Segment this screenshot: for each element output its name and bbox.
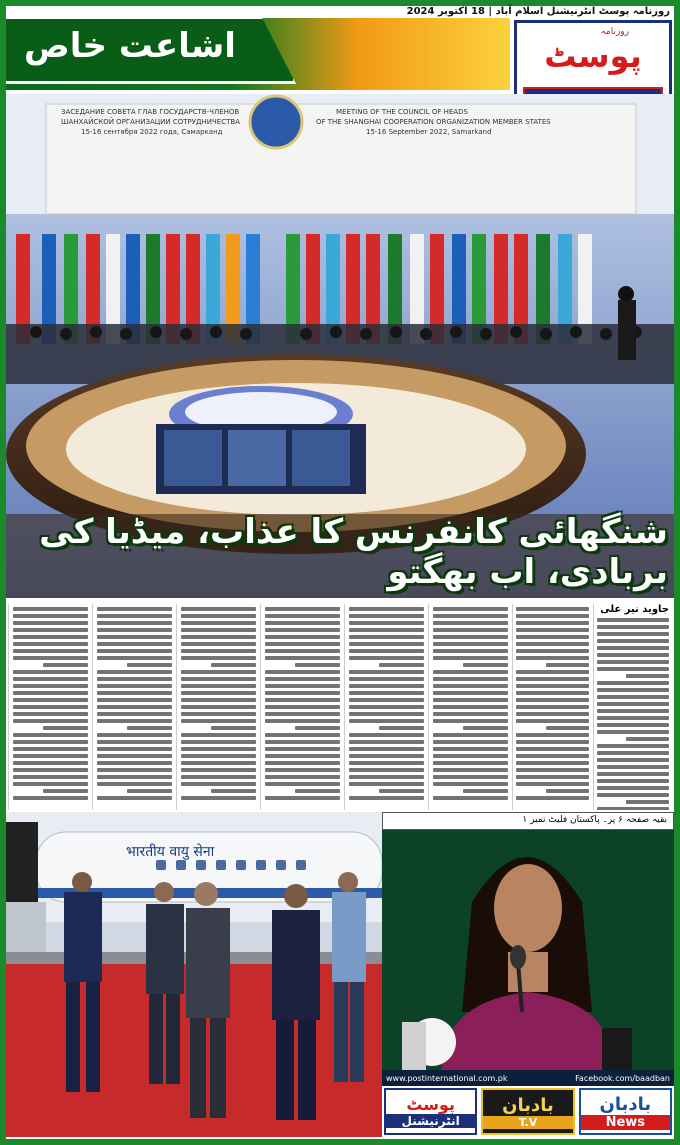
text-line: [433, 691, 508, 695]
text-line: [516, 691, 589, 695]
text-line: [265, 705, 340, 709]
text-line: [516, 677, 589, 681]
text-line: [13, 642, 88, 646]
arrival-photo: [6, 812, 382, 1137]
logo-name: پوسٹ: [544, 37, 642, 75]
website-link[interactable]: www.postinternational.com.pk: [386, 1073, 508, 1083]
banner-ru-line2: ШАНХАЙСКОЙ ОРГАНИЗАЦИИ СОТРУДНИЧЕСТВА: [61, 118, 240, 126]
banner-en-line1: MEETING OF THE COUNCIL OF HEADS: [336, 108, 468, 116]
text-line: [181, 782, 256, 786]
text-line: [349, 733, 424, 737]
text-line: [597, 807, 669, 810]
text-line: [13, 684, 88, 688]
text-line: [433, 733, 508, 737]
text-line: [97, 754, 172, 758]
text-line: [349, 698, 424, 702]
text-line: [181, 747, 256, 751]
text-line: [516, 712, 589, 716]
text-line: [349, 621, 424, 625]
text-line: [433, 775, 508, 779]
text-line: [349, 607, 424, 611]
text-line: [265, 628, 340, 632]
logo-daily-label: روزنامہ: [600, 27, 629, 37]
text-line: [181, 761, 256, 765]
article-column: [260, 604, 343, 810]
text-line: [516, 614, 589, 618]
text-line: [97, 705, 172, 709]
text-line: [265, 642, 340, 646]
text-line: [349, 684, 424, 688]
text-line: [516, 684, 589, 688]
article-column: [512, 604, 592, 810]
text-line: [516, 698, 589, 702]
text-line: [597, 751, 669, 755]
text-line: [433, 761, 508, 765]
text-line: [97, 733, 172, 737]
text-line: [626, 800, 669, 804]
text-line: [181, 628, 256, 632]
banner-en-date: 15-16 September 2022, Samarkand: [366, 128, 492, 136]
text-line: [516, 796, 589, 800]
text-line: [97, 775, 172, 779]
text-line: [433, 642, 508, 646]
text-line: [349, 775, 424, 779]
text-line: [349, 614, 424, 618]
text-line: [13, 761, 88, 765]
text-line: [181, 719, 256, 723]
text-line: [546, 726, 589, 730]
text-line: [433, 698, 508, 702]
text-line: [463, 789, 508, 793]
text-line: [181, 642, 256, 646]
text-line: [211, 789, 256, 793]
text-line: [13, 614, 88, 618]
banner-ru-date: 15-16 сентября 2022 года, Самарканд: [81, 128, 223, 136]
article-column-first: [593, 604, 672, 810]
text-line: [97, 740, 172, 744]
text-line: [546, 789, 589, 793]
text-line: [516, 719, 589, 723]
text-line: [97, 768, 172, 772]
text-line: [349, 761, 424, 765]
text-line: [349, 628, 424, 632]
text-line: [43, 726, 88, 730]
text-line: [181, 768, 256, 772]
text-line: [13, 796, 88, 800]
footer-logo2-name: بادبان: [502, 1094, 554, 1116]
text-line: [97, 628, 172, 632]
text-line: [181, 796, 256, 800]
text-line: [516, 635, 589, 639]
contact-strip: [382, 1070, 674, 1086]
text-line: [97, 698, 172, 702]
text-line: [433, 712, 508, 716]
article-column: [428, 604, 511, 810]
text-line: [516, 733, 589, 737]
text-line: [97, 796, 172, 800]
text-line: [597, 779, 669, 783]
text-line: [13, 607, 88, 611]
text-line: [43, 663, 88, 667]
text-line: [13, 775, 88, 779]
text-line: [97, 670, 172, 674]
text-line: [597, 758, 669, 762]
text-line: [433, 677, 508, 681]
text-line: [211, 726, 256, 730]
text-line: [265, 691, 340, 695]
text-line: [13, 621, 88, 625]
plane-lettering: भारतीय वायु सेना: [126, 844, 215, 860]
text-line: [463, 726, 508, 730]
text-line: [295, 663, 340, 667]
text-line: [433, 768, 508, 772]
text-line: [433, 754, 508, 758]
text-line: [97, 712, 172, 716]
text-line: [433, 656, 508, 660]
text-line: [597, 723, 669, 727]
text-line: [265, 782, 340, 786]
text-line: [516, 782, 589, 786]
text-line: [265, 796, 340, 800]
article-column: [344, 604, 427, 810]
text-line: [13, 656, 88, 660]
text-line: [597, 730, 669, 734]
text-line: [181, 705, 256, 709]
text-line: [597, 765, 669, 769]
text-line: [97, 782, 172, 786]
text-line: [13, 705, 88, 709]
text-line: [433, 614, 508, 618]
text-line: [516, 747, 589, 751]
text-line: [43, 789, 88, 793]
dateline: روزنامہ پوسٹ انٹرنیشنل اسلام آباد | 18 اکتوبر 2024: [6, 6, 674, 18]
text-line: [97, 649, 172, 653]
text-line: [295, 789, 340, 793]
text-line: [516, 621, 589, 625]
text-line: [433, 740, 508, 744]
text-line: [433, 747, 508, 751]
text-line: [626, 674, 669, 678]
footer-logo3-name: بادبان: [599, 1093, 652, 1115]
text-line: [349, 754, 424, 758]
text-line: [597, 646, 669, 650]
text-line: [349, 712, 424, 716]
photo-caption: بقیہ صفحہ ۶ پر۔ پاکستان فلیٹ نمبر ۱: [382, 812, 674, 830]
text-line: [349, 670, 424, 674]
text-line: [181, 656, 256, 660]
text-line: [13, 740, 88, 744]
text-line: [597, 716, 669, 720]
text-line: [516, 740, 589, 744]
text-line: [13, 635, 88, 639]
text-line: [181, 614, 256, 618]
text-line: [597, 639, 669, 643]
text-line: [265, 775, 340, 779]
footer-logo2-sub: T.V: [483, 1116, 572, 1129]
text-line: [13, 719, 88, 723]
text-line: [13, 649, 88, 653]
text-line: [97, 621, 172, 625]
text-line: [181, 684, 256, 688]
text-line: [433, 705, 508, 709]
text-line: [265, 754, 340, 758]
baadban-tv-logo: [481, 1088, 574, 1135]
article-columns: [8, 604, 672, 812]
text-line: [597, 653, 669, 657]
text-line: [433, 628, 508, 632]
text-line: [265, 607, 340, 611]
text-line: [379, 663, 424, 667]
text-line: [463, 663, 508, 667]
text-line: [265, 684, 340, 688]
text-line: [349, 705, 424, 709]
post-international-footer-logo: [384, 1088, 477, 1135]
text-line: [516, 705, 589, 709]
text-line: [265, 614, 340, 618]
text-line: [265, 747, 340, 751]
text-line: [265, 621, 340, 625]
text-line: [265, 768, 340, 772]
text-line: [13, 628, 88, 632]
text-line: [349, 740, 424, 744]
text-line: [433, 649, 508, 653]
text-line: [433, 782, 508, 786]
article-column: [176, 604, 259, 810]
footer-logo3-sub: News: [581, 1115, 670, 1130]
text-line: [516, 642, 589, 646]
text-line: [13, 677, 88, 681]
text-line: [13, 747, 88, 751]
main-headline: شنگھائی کانفرنس کا عذاب، میڈیا کی بربادی، اب بھگتو: [39, 512, 668, 592]
text-line: [13, 754, 88, 758]
text-line: [433, 796, 508, 800]
text-line: [181, 712, 256, 716]
text-line: [597, 618, 669, 622]
text-line: [349, 656, 424, 660]
text-line: [265, 677, 340, 681]
text-line: [597, 625, 669, 629]
text-line: [433, 670, 508, 674]
text-line: [13, 768, 88, 772]
text-line: [597, 709, 669, 713]
text-line: [181, 775, 256, 779]
facebook-link[interactable]: Facebook.com/baadban: [575, 1073, 670, 1083]
text-line: [433, 621, 508, 625]
text-line: [97, 677, 172, 681]
special-edition-title: اشاعت خاص: [24, 26, 236, 66]
text-line: [433, 684, 508, 688]
text-line: [181, 691, 256, 695]
text-line: [97, 684, 172, 688]
text-line: [295, 726, 340, 730]
text-line: [433, 607, 508, 611]
text-line: [13, 698, 88, 702]
text-line: [97, 642, 172, 646]
article-column: [92, 604, 175, 810]
banner-ru-line1: ЗАСЕДАНИЕ СОВЕТА ГЛАВ ГОСУДАРСТВ-ЧЛЕНОВ: [61, 108, 240, 116]
footer-logos: [382, 1086, 674, 1137]
text-line: [349, 635, 424, 639]
text-line: [181, 649, 256, 653]
text-line: [181, 670, 256, 674]
text-line: [181, 698, 256, 702]
footer-logo1-sub: انٹرنیشنل: [386, 1114, 475, 1128]
text-line: [349, 796, 424, 800]
text-line: [13, 782, 88, 786]
text-line: [379, 726, 424, 730]
text-line: [181, 621, 256, 625]
text-line: [265, 670, 340, 674]
text-line: [597, 688, 669, 692]
text-line: [349, 719, 424, 723]
text-line: [597, 786, 669, 790]
text-line: [13, 670, 88, 674]
text-line: [97, 656, 172, 660]
text-line: [181, 733, 256, 737]
text-line: [13, 712, 88, 716]
text-line: [97, 635, 172, 639]
text-line: [516, 607, 589, 611]
text-line: [127, 663, 172, 667]
arrival-illustration: [6, 812, 382, 1137]
text-line: [97, 691, 172, 695]
text-line: [597, 744, 669, 748]
text-line: [349, 782, 424, 786]
text-line: [516, 628, 589, 632]
text-line: [516, 761, 589, 765]
text-line: [97, 719, 172, 723]
baadban-news-logo: [579, 1088, 672, 1135]
text-line: [597, 660, 669, 664]
text-line: [211, 663, 256, 667]
text-line: [597, 702, 669, 706]
text-line: [265, 656, 340, 660]
text-line: [127, 726, 172, 730]
text-line: [626, 737, 669, 741]
text-line: [181, 677, 256, 681]
text-line: [265, 698, 340, 702]
text-line: [546, 663, 589, 667]
banner-en-line2: OF THE SHANGHAI COOPERATION ORGANIZATION MEMBER STATES: [316, 118, 551, 126]
text-line: [97, 761, 172, 765]
text-line: [97, 607, 172, 611]
text-line: [181, 754, 256, 758]
text-line: [181, 740, 256, 744]
text-line: [516, 775, 589, 779]
text-line: [97, 614, 172, 618]
article-column: [8, 604, 91, 810]
text-line: [349, 747, 424, 751]
text-line: [265, 712, 340, 716]
text-line: [597, 793, 669, 797]
text-line: [349, 677, 424, 681]
spokesperson-illustration: [382, 812, 674, 1070]
text-line: [349, 691, 424, 695]
text-line: [13, 691, 88, 695]
footer-logo1-name: پوسٹ: [406, 1095, 456, 1114]
text-line: [597, 681, 669, 685]
text-line: [13, 733, 88, 737]
text-line: [181, 607, 256, 611]
text-line: [349, 649, 424, 653]
text-line: [265, 761, 340, 765]
text-line: [349, 768, 424, 772]
text-line: [597, 772, 669, 776]
text-line: [597, 667, 669, 671]
text-line: [516, 768, 589, 772]
text-line: [516, 754, 589, 758]
text-line: [597, 632, 669, 636]
text-line: [265, 719, 340, 723]
column-author: جاوید نیر علی: [600, 604, 669, 615]
text-line: [349, 642, 424, 646]
text-line: [516, 670, 589, 674]
text-line: [433, 635, 508, 639]
text-line: [265, 635, 340, 639]
text-line: [127, 789, 172, 793]
text-line: [97, 747, 172, 751]
text-line: [265, 740, 340, 744]
text-line: [597, 695, 669, 699]
spokesperson-photo: [382, 812, 674, 1070]
text-line: [379, 789, 424, 793]
text-line: [433, 719, 508, 723]
text-line: [516, 656, 589, 660]
text-line: [265, 649, 340, 653]
text-line: [181, 635, 256, 639]
text-line: [265, 733, 340, 737]
text-line: [516, 649, 589, 653]
